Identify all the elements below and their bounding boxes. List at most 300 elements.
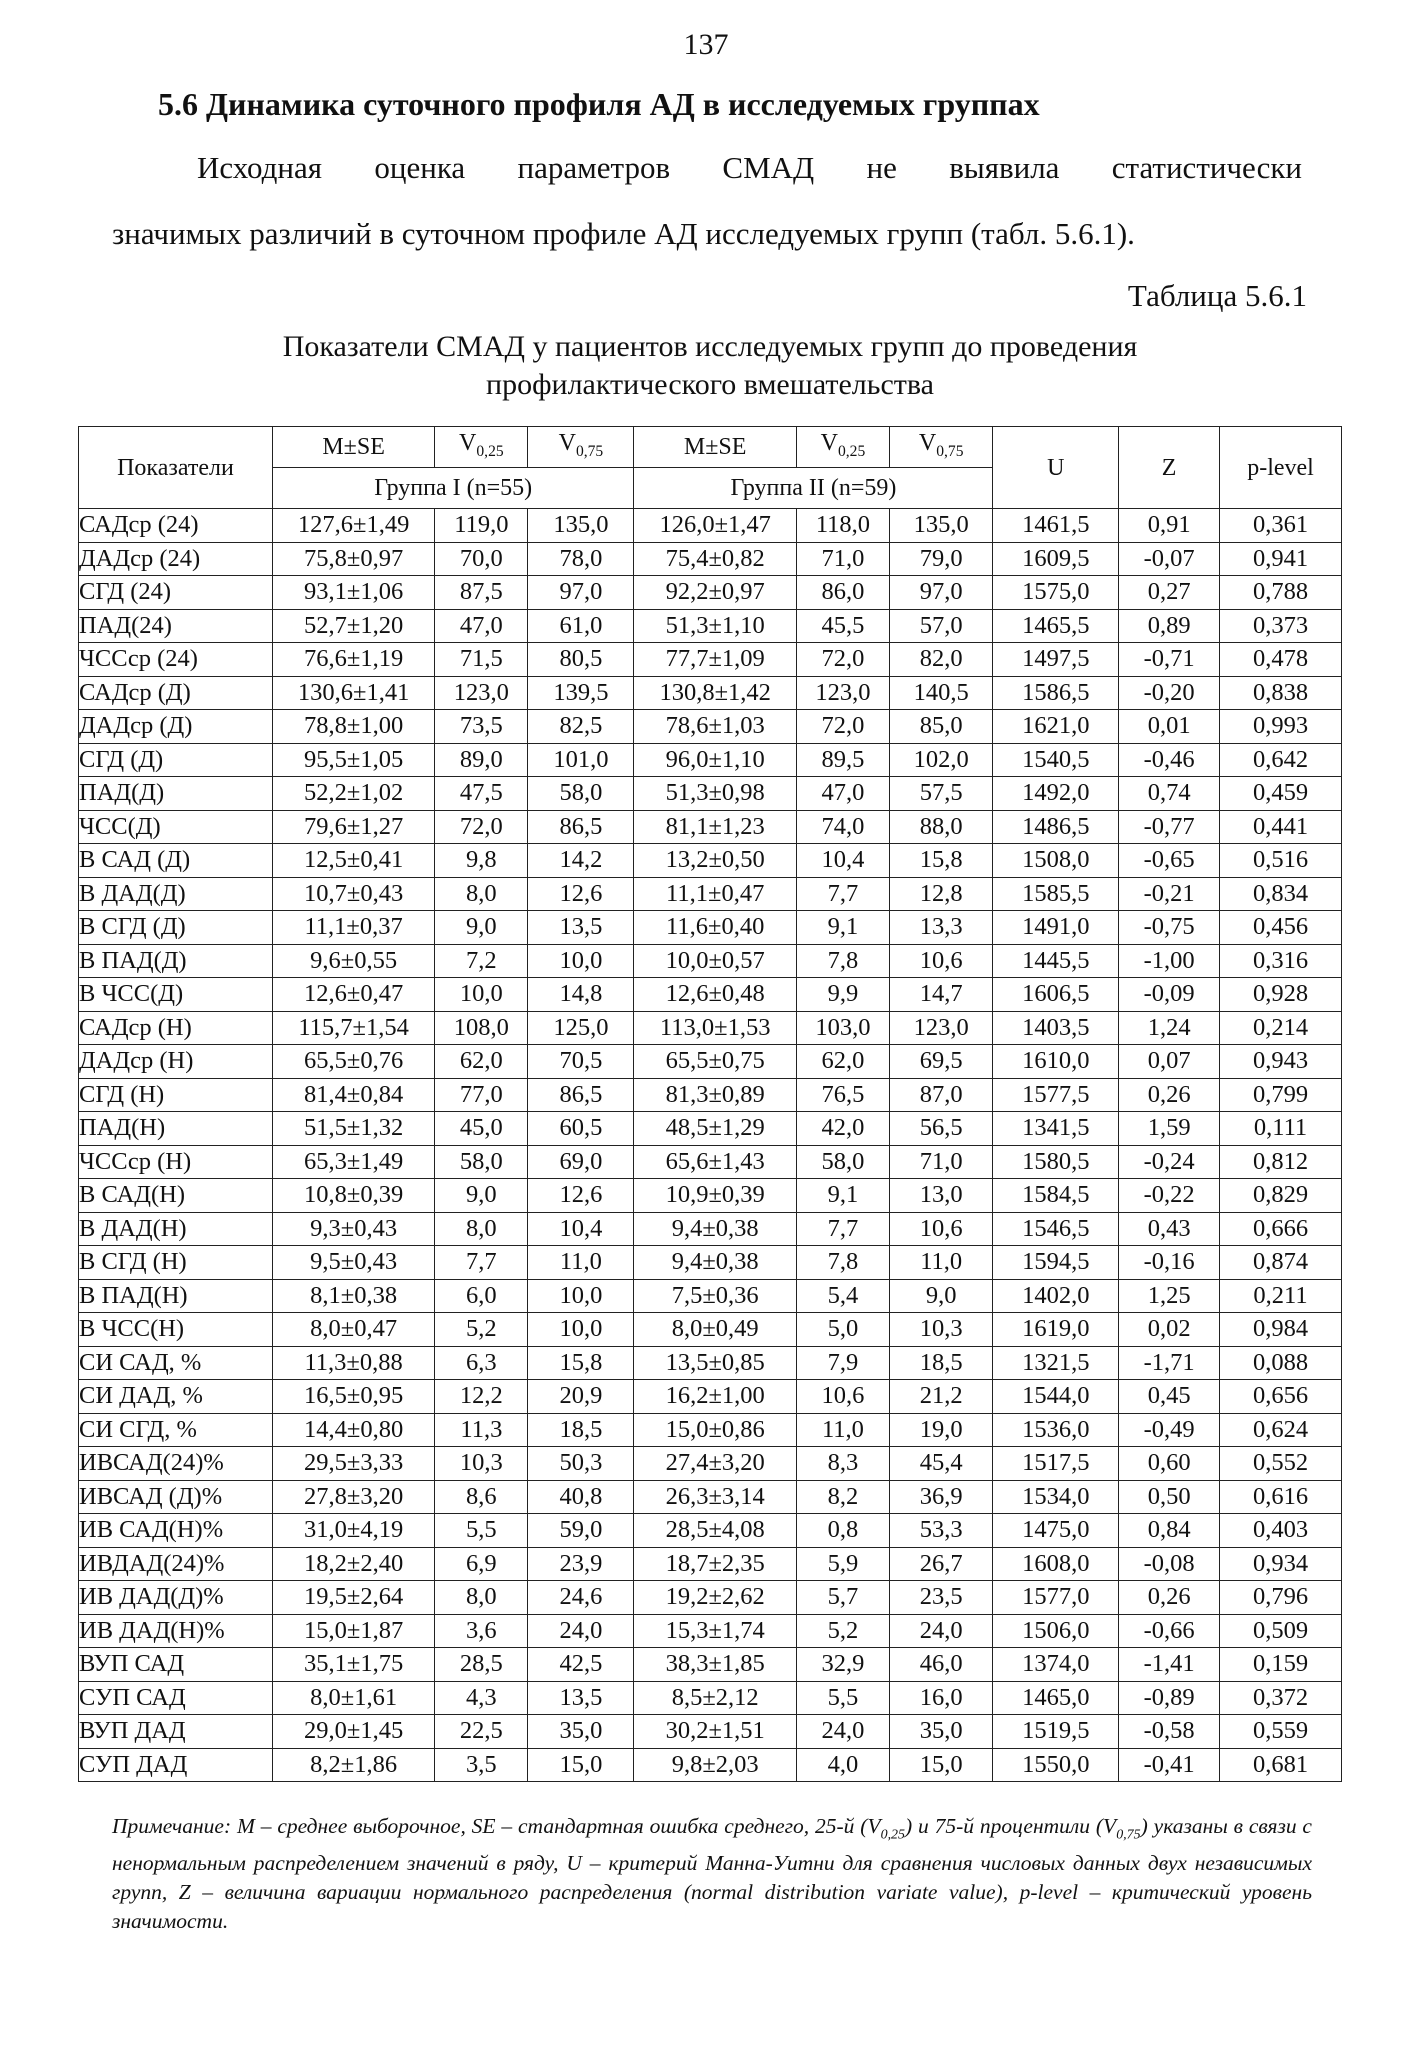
table-cell: 65,5±0,76: [272, 1045, 434, 1079]
table-cell: 1544,0: [993, 1380, 1119, 1414]
table-cell: 9,4±0,38: [634, 1212, 796, 1246]
table-cell: 0,088: [1220, 1346, 1342, 1380]
table-cell: 1,25: [1119, 1279, 1220, 1313]
row-label: В ПАД(Д): [79, 944, 273, 978]
table-cell: 74,0: [796, 810, 889, 844]
table-cell: -0,24: [1119, 1145, 1220, 1179]
table-cell: 81,3±0,89: [634, 1078, 796, 1112]
table-cell: 8,0: [435, 877, 528, 911]
table-cell: 7,5±0,36: [634, 1279, 796, 1313]
row-label: В ПАД(Н): [79, 1279, 273, 1313]
table-cell: 0,372: [1220, 1681, 1342, 1715]
table-cell: 0,373: [1220, 609, 1342, 643]
table-cell: 139,5: [528, 676, 634, 710]
table-cell: 11,3: [435, 1413, 528, 1447]
table-cell: 26,7: [889, 1547, 993, 1581]
table-cell: 14,8: [528, 978, 634, 1012]
table-cell: 70,0: [435, 542, 528, 576]
table-cell: 78,6±1,03: [634, 710, 796, 744]
table-cell: 5,5: [796, 1681, 889, 1715]
table-cell: 1491,0: [993, 911, 1119, 945]
page-number: 137: [683, 28, 729, 61]
table-cell: 1546,5: [993, 1212, 1119, 1246]
table-cell: 76,5: [796, 1078, 889, 1112]
caption-line-1: Показатели СМАД у пациентов исследуемых групп до проведения: [282, 330, 1138, 363]
table-row: [79, 944, 1342, 978]
table-cell: 9,8: [435, 844, 528, 878]
table-cell: 9,8±2,03: [634, 1748, 796, 1782]
table-cell: 0,361: [1220, 509, 1342, 543]
table-cell: 1519,5: [993, 1715, 1119, 1749]
table-cell: 1621,0: [993, 710, 1119, 744]
table-cell: 96,0±1,10: [634, 743, 796, 777]
table-cell: 8,6: [435, 1480, 528, 1514]
table-cell: 58,0: [796, 1145, 889, 1179]
table-cell: 87,0: [889, 1078, 993, 1112]
row-label: СИ СГД, %: [79, 1413, 273, 1447]
table-cell: 9,0: [435, 1179, 528, 1213]
table-cell: 1497,5: [993, 643, 1119, 677]
header-g2-v25: $V_{0,25}$: [796, 427, 889, 468]
row-label: В ЧСС(Д): [79, 978, 273, 1012]
table-row: [79, 978, 1342, 1012]
table-cell: 11,1±0,37: [272, 911, 434, 945]
table-cell: 1341,5: [993, 1112, 1119, 1146]
table-cell: 3,6: [435, 1614, 528, 1648]
table-row: [79, 1179, 1342, 1213]
table-row: [79, 609, 1342, 643]
table-cell: 0,74: [1119, 777, 1220, 811]
table-cell: -0,65: [1119, 844, 1220, 878]
table-cell: 0,478: [1220, 643, 1342, 677]
table-cell: 5,7: [796, 1581, 889, 1615]
table-cell: 35,0: [528, 1715, 634, 1749]
table-cell: -0,07: [1119, 542, 1220, 576]
table-cell: 16,2±1,00: [634, 1380, 796, 1414]
table-cell: 10,7±0,43: [272, 877, 434, 911]
table-row: [79, 1413, 1342, 1447]
table-cell: 9,9: [796, 978, 889, 1012]
table-cell: 18,5: [889, 1346, 993, 1380]
row-label: ДАДср (24): [79, 542, 273, 576]
table-cell: 7,8: [796, 944, 889, 978]
table-cell: 5,2: [796, 1614, 889, 1648]
table-cell: 15,0±1,87: [272, 1614, 434, 1648]
table-cell: 40,8: [528, 1480, 634, 1514]
table-cell: 1486,5: [993, 810, 1119, 844]
table-cell: 1610,0: [993, 1045, 1119, 1079]
table-cell: 62,0: [796, 1045, 889, 1079]
table-cell: 24,0: [796, 1715, 889, 1749]
table-row: [79, 1112, 1342, 1146]
table-cell: 123,0: [435, 676, 528, 710]
table-cell: 1465,5: [993, 609, 1119, 643]
table-cell: 0,616: [1220, 1480, 1342, 1514]
header-indicator: Показатели: [79, 427, 273, 509]
table-row: [79, 1145, 1342, 1179]
row-label: ВУП САД: [79, 1648, 273, 1682]
table-caption: [80, 328, 1340, 404]
table-row: [79, 1681, 1342, 1715]
table-cell: 123,0: [796, 676, 889, 710]
table-row: [79, 509, 1342, 543]
table-cell: 0,214: [1220, 1011, 1342, 1045]
table-cell: 75,8±0,97: [272, 542, 434, 576]
table-cell: 11,0: [528, 1246, 634, 1280]
table-cell: 10,8±0,39: [272, 1179, 434, 1213]
table-row: [79, 810, 1342, 844]
table-cell: 10,0±0,57: [634, 944, 796, 978]
table-cell: 15,3±1,74: [634, 1614, 796, 1648]
table-row: [79, 1078, 1342, 1112]
header-p-level: p-level: [1220, 427, 1342, 509]
table-cell: 1402,0: [993, 1279, 1119, 1313]
table-cell: 19,0: [889, 1413, 993, 1447]
table-cell: 0,934: [1220, 1547, 1342, 1581]
table-cell: 7,7: [796, 877, 889, 911]
table-cell: 58,0: [435, 1145, 528, 1179]
row-label: САДср (Н): [79, 1011, 273, 1045]
table-cell: 24,0: [528, 1614, 634, 1648]
table-cell: 18,2±2,40: [272, 1547, 434, 1581]
table-cell: -0,66: [1119, 1614, 1220, 1648]
table-cell: 0,838: [1220, 676, 1342, 710]
table-cell: 32,9: [796, 1648, 889, 1682]
header-z: Z: [1119, 427, 1220, 509]
table-cell: 101,0: [528, 743, 634, 777]
table-cell: -0,71: [1119, 643, 1220, 677]
table-cell: 10,0: [528, 1313, 634, 1347]
table-cell: 14,7: [889, 978, 993, 1012]
header-g1-v75: $V_{0,75}$: [528, 427, 634, 468]
table-cell: 13,5: [528, 1681, 634, 1715]
table-cell: 13,5: [528, 911, 634, 945]
table-cell: 19,5±2,64: [272, 1581, 434, 1615]
table-cell: 89,0: [435, 743, 528, 777]
table-cell: 0,812: [1220, 1145, 1342, 1179]
table-cell: 57,5: [889, 777, 993, 811]
table-cell: 0,8: [796, 1514, 889, 1548]
table-cell: 52,2±1,02: [272, 777, 434, 811]
table-cell: 15,8: [528, 1346, 634, 1380]
table-cell: 69,5: [889, 1045, 993, 1079]
table-row: [79, 1313, 1342, 1347]
table-cell: 0,928: [1220, 978, 1342, 1012]
table-row: [79, 743, 1342, 777]
table-cell: 8,0±0,49: [634, 1313, 796, 1347]
table-cell: 29,0±1,45: [272, 1715, 434, 1749]
table-cell: 30,2±1,51: [634, 1715, 796, 1749]
table-cell: -0,49: [1119, 1413, 1220, 1447]
table-row: [79, 844, 1342, 878]
header-g1-mse: M±SE: [272, 427, 434, 468]
table-cell: 76,6±1,19: [272, 643, 434, 677]
table-cell: 65,6±1,43: [634, 1145, 796, 1179]
table-row: [79, 1581, 1342, 1615]
table-cell: 1508,0: [993, 844, 1119, 878]
table-cell: 10,3: [889, 1313, 993, 1347]
table-cell: 47,0: [796, 777, 889, 811]
table-cell: 12,6±0,48: [634, 978, 796, 1012]
table-cell: 69,0: [528, 1145, 634, 1179]
table-cell: 42,5: [528, 1648, 634, 1682]
table-cell: 8,3: [796, 1447, 889, 1481]
row-label: В САД(Н): [79, 1179, 273, 1213]
table-cell: 23,9: [528, 1547, 634, 1581]
table-cell: -0,89: [1119, 1681, 1220, 1715]
table-cell: 130,6±1,41: [272, 676, 434, 710]
table-cell: 70,5: [528, 1045, 634, 1079]
table-cell: 1584,5: [993, 1179, 1119, 1213]
table-cell: 85,0: [889, 710, 993, 744]
table-cell: 62,0: [435, 1045, 528, 1079]
table-cell: 89,5: [796, 743, 889, 777]
table-cell: 8,1±0,38: [272, 1279, 434, 1313]
table-cell: 5,4: [796, 1279, 889, 1313]
table-cell: 58,0: [528, 777, 634, 811]
table-row: [79, 1547, 1342, 1581]
table-label: Таблица 5.6.1: [1127, 278, 1307, 313]
row-label: В ДАД(Н): [79, 1212, 273, 1246]
table-cell: 1403,5: [993, 1011, 1119, 1045]
table-note: Примечание: M – среднее выборочное, SE – стандартная ошибка среднего, 25-й $(V_{0,25})$ и 75-й процентили $(V_{0,75})$ указаны в связи с ненормальным распределением значений в ряду, U – критерий Манна-Уитни для сравнения числовых данных двух независимых групп, Z – величина вариации нормального распределения (normal distribution variate value), p-level – критический уровень значимости.: [112, 1814, 1312, 1934]
table-cell: 11,0: [889, 1246, 993, 1280]
row-label: ВУП ДАД: [79, 1715, 273, 1749]
table-row: [79, 1480, 1342, 1514]
table-cell: 1534,0: [993, 1480, 1119, 1514]
table-cell: 95,5±1,05: [272, 743, 434, 777]
data-table: [78, 426, 1342, 1782]
table-row: [79, 1279, 1342, 1313]
table-cell: 21,2: [889, 1380, 993, 1414]
table-cell: 87,5: [435, 576, 528, 610]
table-cell: 10,3: [435, 1447, 528, 1481]
row-label: ПАД(Д): [79, 777, 273, 811]
table-cell: 9,0: [889, 1279, 993, 1313]
table-cell: -0,41: [1119, 1748, 1220, 1782]
row-label: ИВСАД (Д)%: [79, 1480, 273, 1514]
table-cell: 0,89: [1119, 609, 1220, 643]
table-cell: 57,0: [889, 609, 993, 643]
table-cell: 16,5±0,95: [272, 1380, 434, 1414]
table-cell: 77,7±1,09: [634, 643, 796, 677]
table-cell: 0,799: [1220, 1078, 1342, 1112]
table-cell: 46,0: [889, 1648, 993, 1682]
table-cell: 125,0: [528, 1011, 634, 1045]
table-row: [79, 1514, 1342, 1548]
table-cell: 0,834: [1220, 877, 1342, 911]
table-cell: 6,3: [435, 1346, 528, 1380]
table-cell: 1475,0: [993, 1514, 1119, 1548]
row-label: ИВ ДАД(Д)%: [79, 1581, 273, 1615]
table-cell: 86,5: [528, 1078, 634, 1112]
row-label: САДср (Д): [79, 676, 273, 710]
table-cell: 15,0±0,86: [634, 1413, 796, 1447]
table-cell: 10,4: [796, 844, 889, 878]
table-cell: 9,4±0,38: [634, 1246, 796, 1280]
table-row: [79, 1246, 1342, 1280]
table-cell: 50,3: [528, 1447, 634, 1481]
table-cell: 47,5: [435, 777, 528, 811]
table-cell: 135,0: [528, 509, 634, 543]
table-cell: 1585,5: [993, 877, 1119, 911]
table-cell: 8,2: [796, 1480, 889, 1514]
table-row: [79, 1212, 1342, 1246]
table-row: [79, 1748, 1342, 1782]
table-cell: 16,0: [889, 1681, 993, 1715]
row-label: ПАД(Н): [79, 1112, 273, 1146]
table-cell: 35,1±1,75: [272, 1648, 434, 1682]
table-cell: -0,22: [1119, 1179, 1220, 1213]
table-cell: 0,796: [1220, 1581, 1342, 1615]
table-cell: 45,4: [889, 1447, 993, 1481]
table-cell: 0,941: [1220, 542, 1342, 576]
row-label: В ЧСС(Н): [79, 1313, 273, 1347]
table-cell: 0,642: [1220, 743, 1342, 777]
table-cell: -0,75: [1119, 911, 1220, 945]
row-label: ИВДАД(24)%: [79, 1547, 273, 1581]
table-cell: 9,3±0,43: [272, 1212, 434, 1246]
table-cell: 27,8±3,20: [272, 1480, 434, 1514]
table-cell: 108,0: [435, 1011, 528, 1045]
row-label: В ДАД(Д): [79, 877, 273, 911]
table-cell: 10,6: [889, 1212, 993, 1246]
table-cell: 72,0: [796, 710, 889, 744]
table-cell: 119,0: [435, 509, 528, 543]
table-cell: 12,6±0,47: [272, 978, 434, 1012]
table-cell: 0,111: [1220, 1112, 1342, 1146]
row-label: ЧССср (Н): [79, 1145, 273, 1179]
table-cell: 12,2: [435, 1380, 528, 1414]
table-cell: 13,3: [889, 911, 993, 945]
table-cell: 71,0: [889, 1145, 993, 1179]
table-cell: 1536,0: [993, 1413, 1119, 1447]
row-label: ИВ ДАД(Н)%: [79, 1614, 273, 1648]
table-cell: 5,5: [435, 1514, 528, 1548]
table-cell: 0,829: [1220, 1179, 1342, 1213]
table-cell: 11,6±0,40: [634, 911, 796, 945]
table-cell: 19,2±2,62: [634, 1581, 796, 1615]
table-cell: 65,3±1,49: [272, 1145, 434, 1179]
table-cell: 12,5±0,41: [272, 844, 434, 878]
table-cell: 0,441: [1220, 810, 1342, 844]
table-cell: 0,50: [1119, 1480, 1220, 1514]
table-cell: 9,6±0,55: [272, 944, 434, 978]
table-cell: 14,4±0,80: [272, 1413, 434, 1447]
table-cell: 61,0: [528, 609, 634, 643]
table-cell: 1,24: [1119, 1011, 1220, 1045]
table-cell: 0,552: [1220, 1447, 1342, 1481]
table-cell: 15,0: [889, 1748, 993, 1782]
row-label: ПАД(24): [79, 609, 273, 643]
table-cell: 5,2: [435, 1313, 528, 1347]
table-cell: 1321,5: [993, 1346, 1119, 1380]
table-cell: 24,6: [528, 1581, 634, 1615]
table-cell: 1550,0: [993, 1748, 1119, 1782]
table-cell: -1,71: [1119, 1346, 1220, 1380]
table-cell: 0,874: [1220, 1246, 1342, 1280]
table-cell: -1,41: [1119, 1648, 1220, 1682]
table-cell: 86,0: [796, 576, 889, 610]
table-cell: 0,91: [1119, 509, 1220, 543]
table-cell: 52,7±1,20: [272, 609, 434, 643]
table-cell: 123,0: [889, 1011, 993, 1045]
table-cell: 72,0: [435, 810, 528, 844]
table-cell: 0,84: [1119, 1514, 1220, 1548]
table-cell: 1594,5: [993, 1246, 1119, 1280]
row-label: ЧССср (24): [79, 643, 273, 677]
table-cell: 42,0: [796, 1112, 889, 1146]
table-cell: 0,26: [1119, 1078, 1220, 1112]
table-cell: 0,943: [1220, 1045, 1342, 1079]
table-row: [79, 710, 1342, 744]
table-cell: 79,6±1,27: [272, 810, 434, 844]
table-cell: 1575,0: [993, 576, 1119, 610]
table-cell: 10,0: [528, 944, 634, 978]
header-g1-v25: $V_{0,25}$: [435, 427, 528, 468]
table-cell: 12,6: [528, 1179, 634, 1213]
section-title: 5.6 Динамика суточного профиля АД в исследуемых группах: [158, 86, 1040, 122]
table-cell: -0,20: [1119, 676, 1220, 710]
row-label: ДАДср (Н): [79, 1045, 273, 1079]
table-cell: 118,0: [796, 509, 889, 543]
table-cell: 35,0: [889, 1715, 993, 1749]
table-cell: 79,0: [889, 542, 993, 576]
table-cell: 6,9: [435, 1547, 528, 1581]
table-cell: 1445,5: [993, 944, 1119, 978]
table-cell: 13,2±0,50: [634, 844, 796, 878]
table-cell: 7,9: [796, 1346, 889, 1380]
table-cell: 1580,5: [993, 1145, 1119, 1179]
table-cell: 0,01: [1119, 710, 1220, 744]
table-cell: 9,1: [796, 1179, 889, 1213]
table-cell: 72,0: [796, 643, 889, 677]
table-cell: 0,60: [1119, 1447, 1220, 1481]
table-cell: 0,993: [1220, 710, 1342, 744]
table-cell: 126,0±1,47: [634, 509, 796, 543]
table-cell: 82,0: [889, 643, 993, 677]
table-cell: 0,516: [1220, 844, 1342, 878]
table-cell: 8,0: [435, 1581, 528, 1615]
table-cell: 11,0: [796, 1413, 889, 1447]
table-cell: 1606,5: [993, 978, 1119, 1012]
header-u: U: [993, 427, 1119, 509]
table-cell: 45,0: [435, 1112, 528, 1146]
table-cell: 71,0: [796, 542, 889, 576]
table-cell: 0,656: [1220, 1380, 1342, 1414]
table-cell: 1517,5: [993, 1447, 1119, 1481]
table-cell: 10,0: [435, 978, 528, 1012]
row-label: СУП САД: [79, 1681, 273, 1715]
table-cell: 0,159: [1220, 1648, 1342, 1682]
row-label: ДАДср (Д): [79, 710, 273, 744]
table-row: [79, 1346, 1342, 1380]
table-cell: 29,5±3,33: [272, 1447, 434, 1481]
table-cell: 26,3±3,14: [634, 1480, 796, 1514]
table-row: [79, 777, 1342, 811]
table-cell: 88,0: [889, 810, 993, 844]
table-cell: 4,3: [435, 1681, 528, 1715]
table-cell: 86,5: [528, 810, 634, 844]
table-cell: 11,3±0,88: [272, 1346, 434, 1380]
table-cell: 59,0: [528, 1514, 634, 1548]
table-cell: 38,3±1,85: [634, 1648, 796, 1682]
table-cell: 0,26: [1119, 1581, 1220, 1615]
table-cell: 103,0: [796, 1011, 889, 1045]
table-cell: 5,0: [796, 1313, 889, 1347]
row-label: СГД (Д): [79, 743, 273, 777]
table-cell: 1374,0: [993, 1648, 1119, 1682]
